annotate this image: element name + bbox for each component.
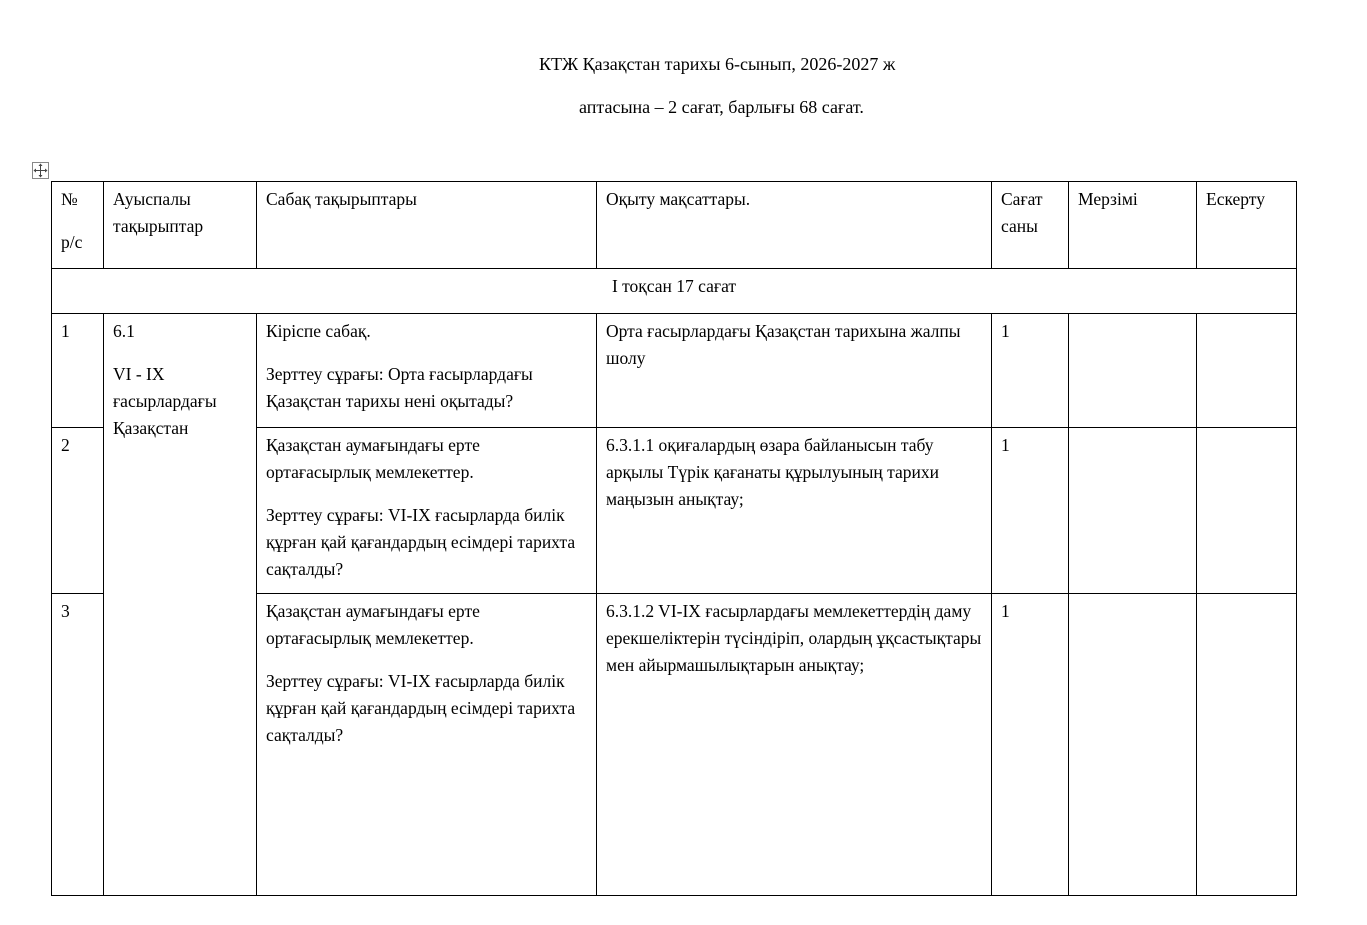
objective-cell: Орта ғасырлардағы Қазақстан тарихына жалпы шолу	[597, 314, 992, 428]
note-cell	[1197, 314, 1297, 428]
lesson-title: Қазақстан аумағындағы ерте ортағасырлық мемлекеттер.	[266, 601, 480, 648]
table-header-row	[52, 182, 1297, 269]
lesson-plan-table	[51, 181, 1297, 896]
research-question: Зерттеу сұрағы: VI-IX ғасырларда билік құрған қай қағандардың есімдері тарихта сақталды?	[266, 671, 576, 745]
move-arrows-icon[interactable]	[32, 162, 49, 179]
date-cell	[1069, 314, 1197, 428]
table-row	[52, 314, 1297, 428]
row-number: 2	[52, 428, 104, 594]
header-number-abbr: р/с	[61, 232, 83, 252]
quarter-label: I тоқсан 17 сағат	[52, 269, 1297, 314]
header-topics: Ауыспалы тақырыптар	[104, 182, 257, 269]
hours-cell: 1	[992, 314, 1069, 428]
note-cell	[1197, 594, 1297, 896]
quarter-row	[52, 269, 1297, 314]
lesson-cell	[257, 314, 597, 428]
row-number: 1	[52, 314, 104, 428]
header-number	[52, 182, 104, 269]
document-title: КТЖ Қазақстан тарихы 6-сынып, 2026-2027 ж	[539, 54, 896, 74]
research-question: Зерттеу сұрағы: Орта ғасырлардағы Қазақстан тарихы нені оқытады?	[266, 364, 533, 411]
header-objectives: Оқыту мақсаттары.	[597, 182, 992, 269]
document-subtitle: аптасына – 2 сағат, барлығы 68 сағат.	[579, 97, 864, 117]
objective-cell: 6.3.1.1 оқиғалардың өзара байланысын табу арқылы Түрік қағанаты құрылуының тарихи маңызын анықтау;	[597, 428, 992, 594]
section-code: 6.1	[113, 321, 135, 341]
objective-cell: 6.3.1.2 VI-IX ғасырлардағы мемлекеттердің даму ерекшеліктерін түсіндіріп, олардың ұқсастықтары мен айырмашылықтарын анықтау;	[597, 594, 992, 896]
hours-cell: 1	[992, 594, 1069, 896]
lesson-title: Кіріспе сабақ.	[266, 321, 371, 341]
research-question: Зерттеу сұрағы: VI-IX ғасырларда билік құрған қай қағандардың есімдері тарихта сақталды?	[266, 505, 576, 579]
date-cell	[1069, 428, 1197, 594]
header-date: Мерзімі	[1069, 182, 1197, 269]
lesson-cell	[257, 428, 597, 594]
date-cell	[1069, 594, 1197, 896]
section-cell	[104, 314, 257, 896]
section-title: VI - IX ғасырлардағы Қазақстан	[113, 364, 217, 438]
header-number-symbol: №	[61, 189, 78, 209]
hours-cell: 1	[992, 428, 1069, 594]
row-number: 3	[52, 594, 104, 896]
header-hours: Сағат саны	[992, 182, 1069, 269]
note-cell	[1197, 428, 1297, 594]
lesson-title: Қазақстан аумағындағы ерте ортағасырлық мемлекеттер.	[266, 435, 480, 482]
lesson-cell	[257, 594, 597, 896]
header-note: Ескерту	[1197, 182, 1297, 269]
header-lessons: Сабақ тақырыптары	[257, 182, 597, 269]
